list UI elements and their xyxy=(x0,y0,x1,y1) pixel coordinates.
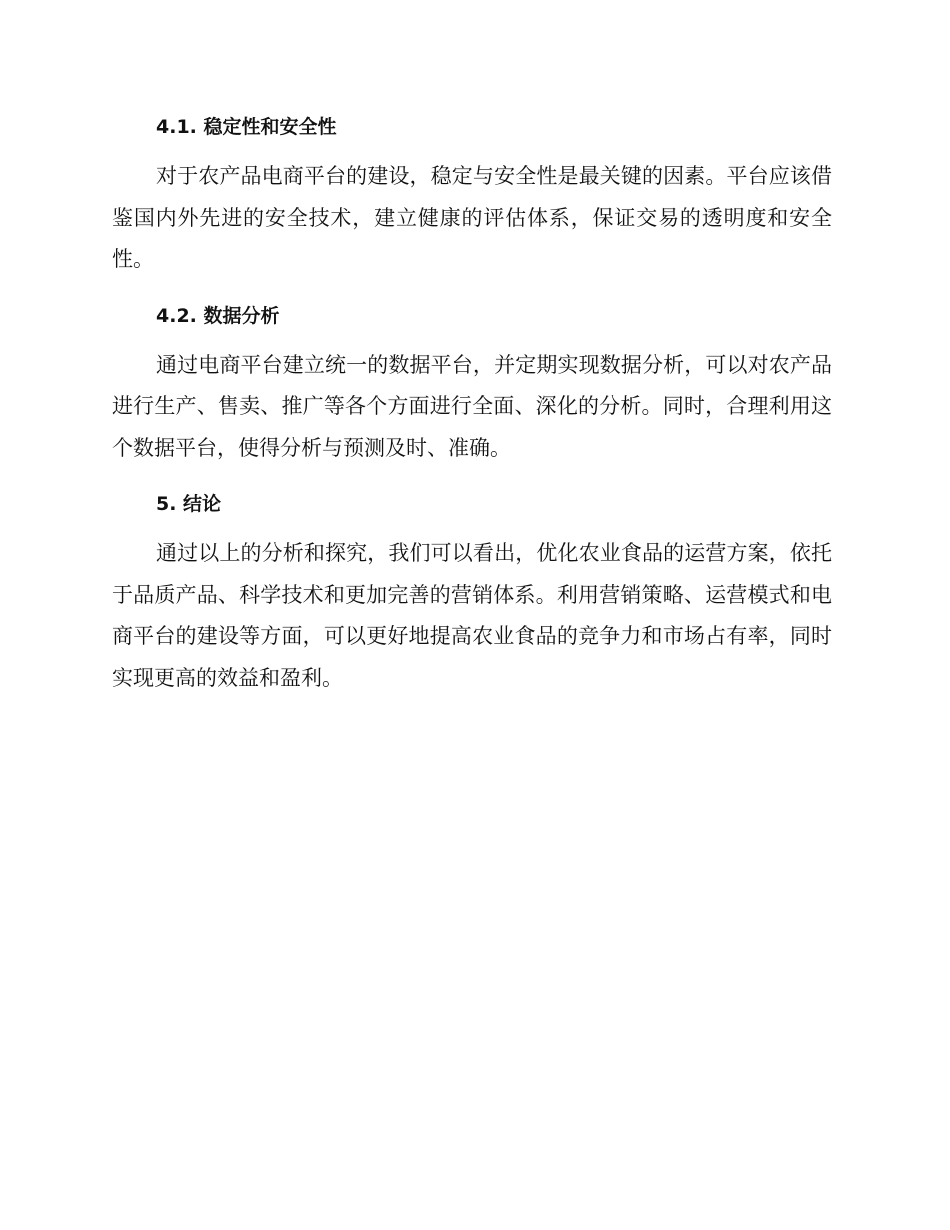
section-paragraph-4-1: 对于农产品电商平台的建设，稳定与安全性是最关键的因素。平台应该借鉴国内外先进的安全技术，建立健康的评估体系，保证交易的透明度和安全性。 xyxy=(112,164,832,271)
section-heading-5: 5. 结论 xyxy=(156,493,222,515)
section-paragraph-4-2: 通过电商平台建立统一的数据平台，并定期实现数据分析，可以对农产品进行生产、售卖、推广等各个方面进行全面、深化的分析。同时，合理利用这个数据平台，使得分析与预测及时、准确。 xyxy=(112,352,832,460)
section-heading-4-1: 4.1. 稳定性和安全性 xyxy=(156,116,337,138)
section-heading-4-2: 4.2. 数据分析 xyxy=(156,304,280,327)
section-paragraph-5: 通过以上的分析和探究，我们可以看出，优化农业食品的运营方案，依托于品质产品、科学技术和更加完善的营销体系。利用营销策略、运营模式和电商平台的建设等方面，可以更好地提高农业食品的竞争力和市场占有率，同时实现更高的效益和盈利。 xyxy=(112,541,832,690)
document-body xyxy=(112,108,832,715)
